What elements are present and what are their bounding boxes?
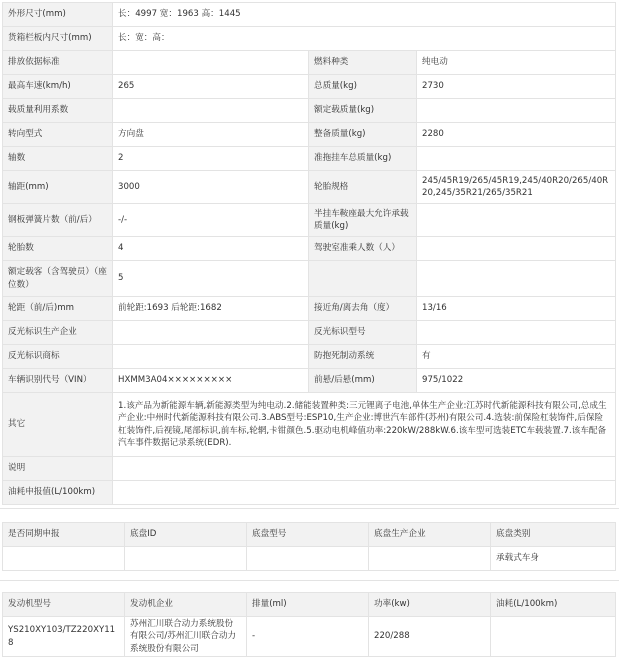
- spec-value: [417, 147, 616, 171]
- spec-label: [309, 261, 417, 297]
- spec-row: [3, 51, 616, 75]
- spec-value: HXMM3A04×××××××××: [113, 369, 309, 393]
- spec-row: [3, 237, 616, 261]
- engine-cell: [491, 617, 616, 657]
- engine-header-cell: 发动机企业: [125, 593, 247, 617]
- spec-label: 额定载客（含驾驶员）（座位数）: [3, 261, 113, 297]
- spec-label: 轴数: [3, 147, 113, 171]
- spec-value: 2: [113, 147, 309, 171]
- engine-header-row: [3, 593, 616, 617]
- spec-value: 245/45R19/265/45R19,245/40R20/265/40R20,245/35R21/265/35R21: [417, 171, 616, 204]
- engine-header-cell: 功率(kw): [369, 593, 491, 617]
- spec-value: 13/16: [417, 297, 616, 321]
- chassis-header-row: [3, 523, 616, 547]
- spec-label: 载质量利用系数: [3, 99, 113, 123]
- spec-row: [3, 171, 616, 204]
- notes-label: 说明: [3, 457, 113, 481]
- spec-row: [3, 123, 616, 147]
- chassis-header-cell: 底盘生产企业: [369, 523, 491, 547]
- spec-row: [3, 261, 616, 297]
- spec-label: 轴距(mm): [3, 171, 113, 204]
- spec-value: 前轮距:1693 后轮距:1682: [113, 297, 309, 321]
- spec-value: 5: [113, 261, 309, 297]
- engine-cell: 220/288: [369, 617, 491, 657]
- spec-row: [3, 75, 616, 99]
- fuel-label: 油耗申报值(L/100km): [3, 481, 113, 505]
- spec-value: [417, 237, 616, 261]
- spec-row: [3, 321, 616, 345]
- spec-row-other: [3, 393, 616, 457]
- spec-value: [417, 261, 616, 297]
- notes-value: [113, 457, 616, 481]
- spec-label: 排放依据标准: [3, 51, 113, 75]
- engine-header-cell: 排量(ml): [247, 593, 369, 617]
- spec-label: 转向型式: [3, 123, 113, 147]
- chassis-table: [2, 522, 616, 571]
- spec-label: 燃料种类: [309, 51, 417, 75]
- spec-label: 准拖挂车总质量(kg): [309, 147, 417, 171]
- spec-value: 2280: [417, 123, 616, 147]
- chassis-data-row: [3, 547, 616, 571]
- spec-value: 4: [113, 237, 309, 261]
- spec-label: 反光标识商标: [3, 345, 113, 369]
- section-divider: [0, 580, 619, 581]
- spec-row: [3, 297, 616, 321]
- spec-label: 轮胎数: [3, 237, 113, 261]
- spec-row-cargo-box: [3, 27, 616, 51]
- spec-row: [3, 369, 616, 393]
- other-value: 1.该产品为新能源车辆,新能源类型为纯电动.2.储能装置种类:三元锂离子电池,单体生产企业:江苏时代新能源科技有限公司,总成生产企业:中州时代新能源科技有限公司.3.ABS型号:ESP10,生产企业:博世汽车部件(苏州)有限公司.4.选装:前保险杠装饰件,后保险杠装饰件,后视镜,尾部标识,前车标,轮辋,卡钳颜色.5.驱动电机峰值功率:220kW/288kW.6.该车型可选装ETC车载装置.7.该车配备汽车事件数据记录系统(EDR).: [113, 393, 616, 457]
- spec-value: [113, 51, 309, 75]
- engine-cell: -: [247, 617, 369, 657]
- spec-label: 额定载质量(kg): [309, 99, 417, 123]
- spec-row-fuel: [3, 481, 616, 505]
- spec-value: [417, 321, 616, 345]
- spec-value: -/-: [113, 204, 309, 237]
- spec-label: 前悬/后悬(mm): [309, 369, 417, 393]
- spec-label: 反光标识生产企业: [3, 321, 113, 345]
- chassis-header-cell: 是否同期申报: [3, 523, 125, 547]
- spec-label: 半挂车鞍座最大允许承载质量(kg): [309, 204, 417, 237]
- chassis-header-cell: 底盘型号: [247, 523, 369, 547]
- engine-cell: YS210XY103/TZ220XY118: [3, 617, 125, 657]
- engine-data-row: [3, 617, 616, 657]
- spec-value: [417, 99, 616, 123]
- spec-value: 265: [113, 75, 309, 99]
- spec-row-notes: [3, 457, 616, 481]
- spec-value: [113, 99, 309, 123]
- spec-row: [3, 99, 616, 123]
- chassis-cell: [369, 547, 491, 571]
- spec-label: 驾驶室准乘人数（人）: [309, 237, 417, 261]
- chassis-cell: [3, 547, 125, 571]
- other-label: 其它: [3, 393, 113, 457]
- spec-label: 最高车速(km/h): [3, 75, 113, 99]
- spec-label: 反光标识型号: [309, 321, 417, 345]
- spec-value: 975/1022: [417, 369, 616, 393]
- spec-row: [3, 345, 616, 369]
- engine-header-cell: 发动机型号: [3, 593, 125, 617]
- chassis-cell: [125, 547, 247, 571]
- vehicle-spec-table: [2, 2, 616, 505]
- spec-row: [3, 204, 616, 237]
- cargo-box-value: 长：宽：高：: [113, 27, 616, 51]
- outer-size-label: 外形尺寸(mm): [3, 3, 113, 27]
- spec-label: 轮距（前/后)mm: [3, 297, 113, 321]
- spec-value: 3000: [113, 171, 309, 204]
- spec-value: 纯电动: [417, 51, 616, 75]
- spec-value: [113, 321, 309, 345]
- spec-label: 防抱死制动系统: [309, 345, 417, 369]
- fuel-value: [113, 481, 616, 505]
- chassis-header-cell: 底盘类别: [491, 523, 616, 547]
- cargo-box-label: 货箱栏板内尺寸(mm): [3, 27, 113, 51]
- spec-value: [417, 204, 616, 237]
- spec-row-outer-size: [3, 3, 616, 27]
- spec-value: 有: [417, 345, 616, 369]
- outer-size-value: 长：4997 宽：1963 高：1445: [113, 3, 616, 27]
- spec-label: 车辆识别代号（VIN）: [3, 369, 113, 393]
- spec-label: 整备质量(kg): [309, 123, 417, 147]
- spec-label: 轮胎规格: [309, 171, 417, 204]
- spec-value: [113, 345, 309, 369]
- spec-label: 总质量(kg): [309, 75, 417, 99]
- chassis-header-cell: 底盘ID: [125, 523, 247, 547]
- spec-row: [3, 147, 616, 171]
- engine-header-cell: 油耗(L/100km): [491, 593, 616, 617]
- spec-value: 2730: [417, 75, 616, 99]
- spec-value: 方向盘: [113, 123, 309, 147]
- spec-label: 接近角/离去角（度）: [309, 297, 417, 321]
- chassis-cell: [247, 547, 369, 571]
- section-divider: [0, 508, 619, 509]
- spec-label: 钢板弹簧片数（前/后）: [3, 204, 113, 237]
- engine-cell: 苏州汇川联合动力系统股份有限公司/苏州汇川联合动力系统股份有限公司: [125, 617, 247, 657]
- chassis-cell: 承载式车身: [491, 547, 616, 571]
- engine-table: [2, 592, 616, 657]
